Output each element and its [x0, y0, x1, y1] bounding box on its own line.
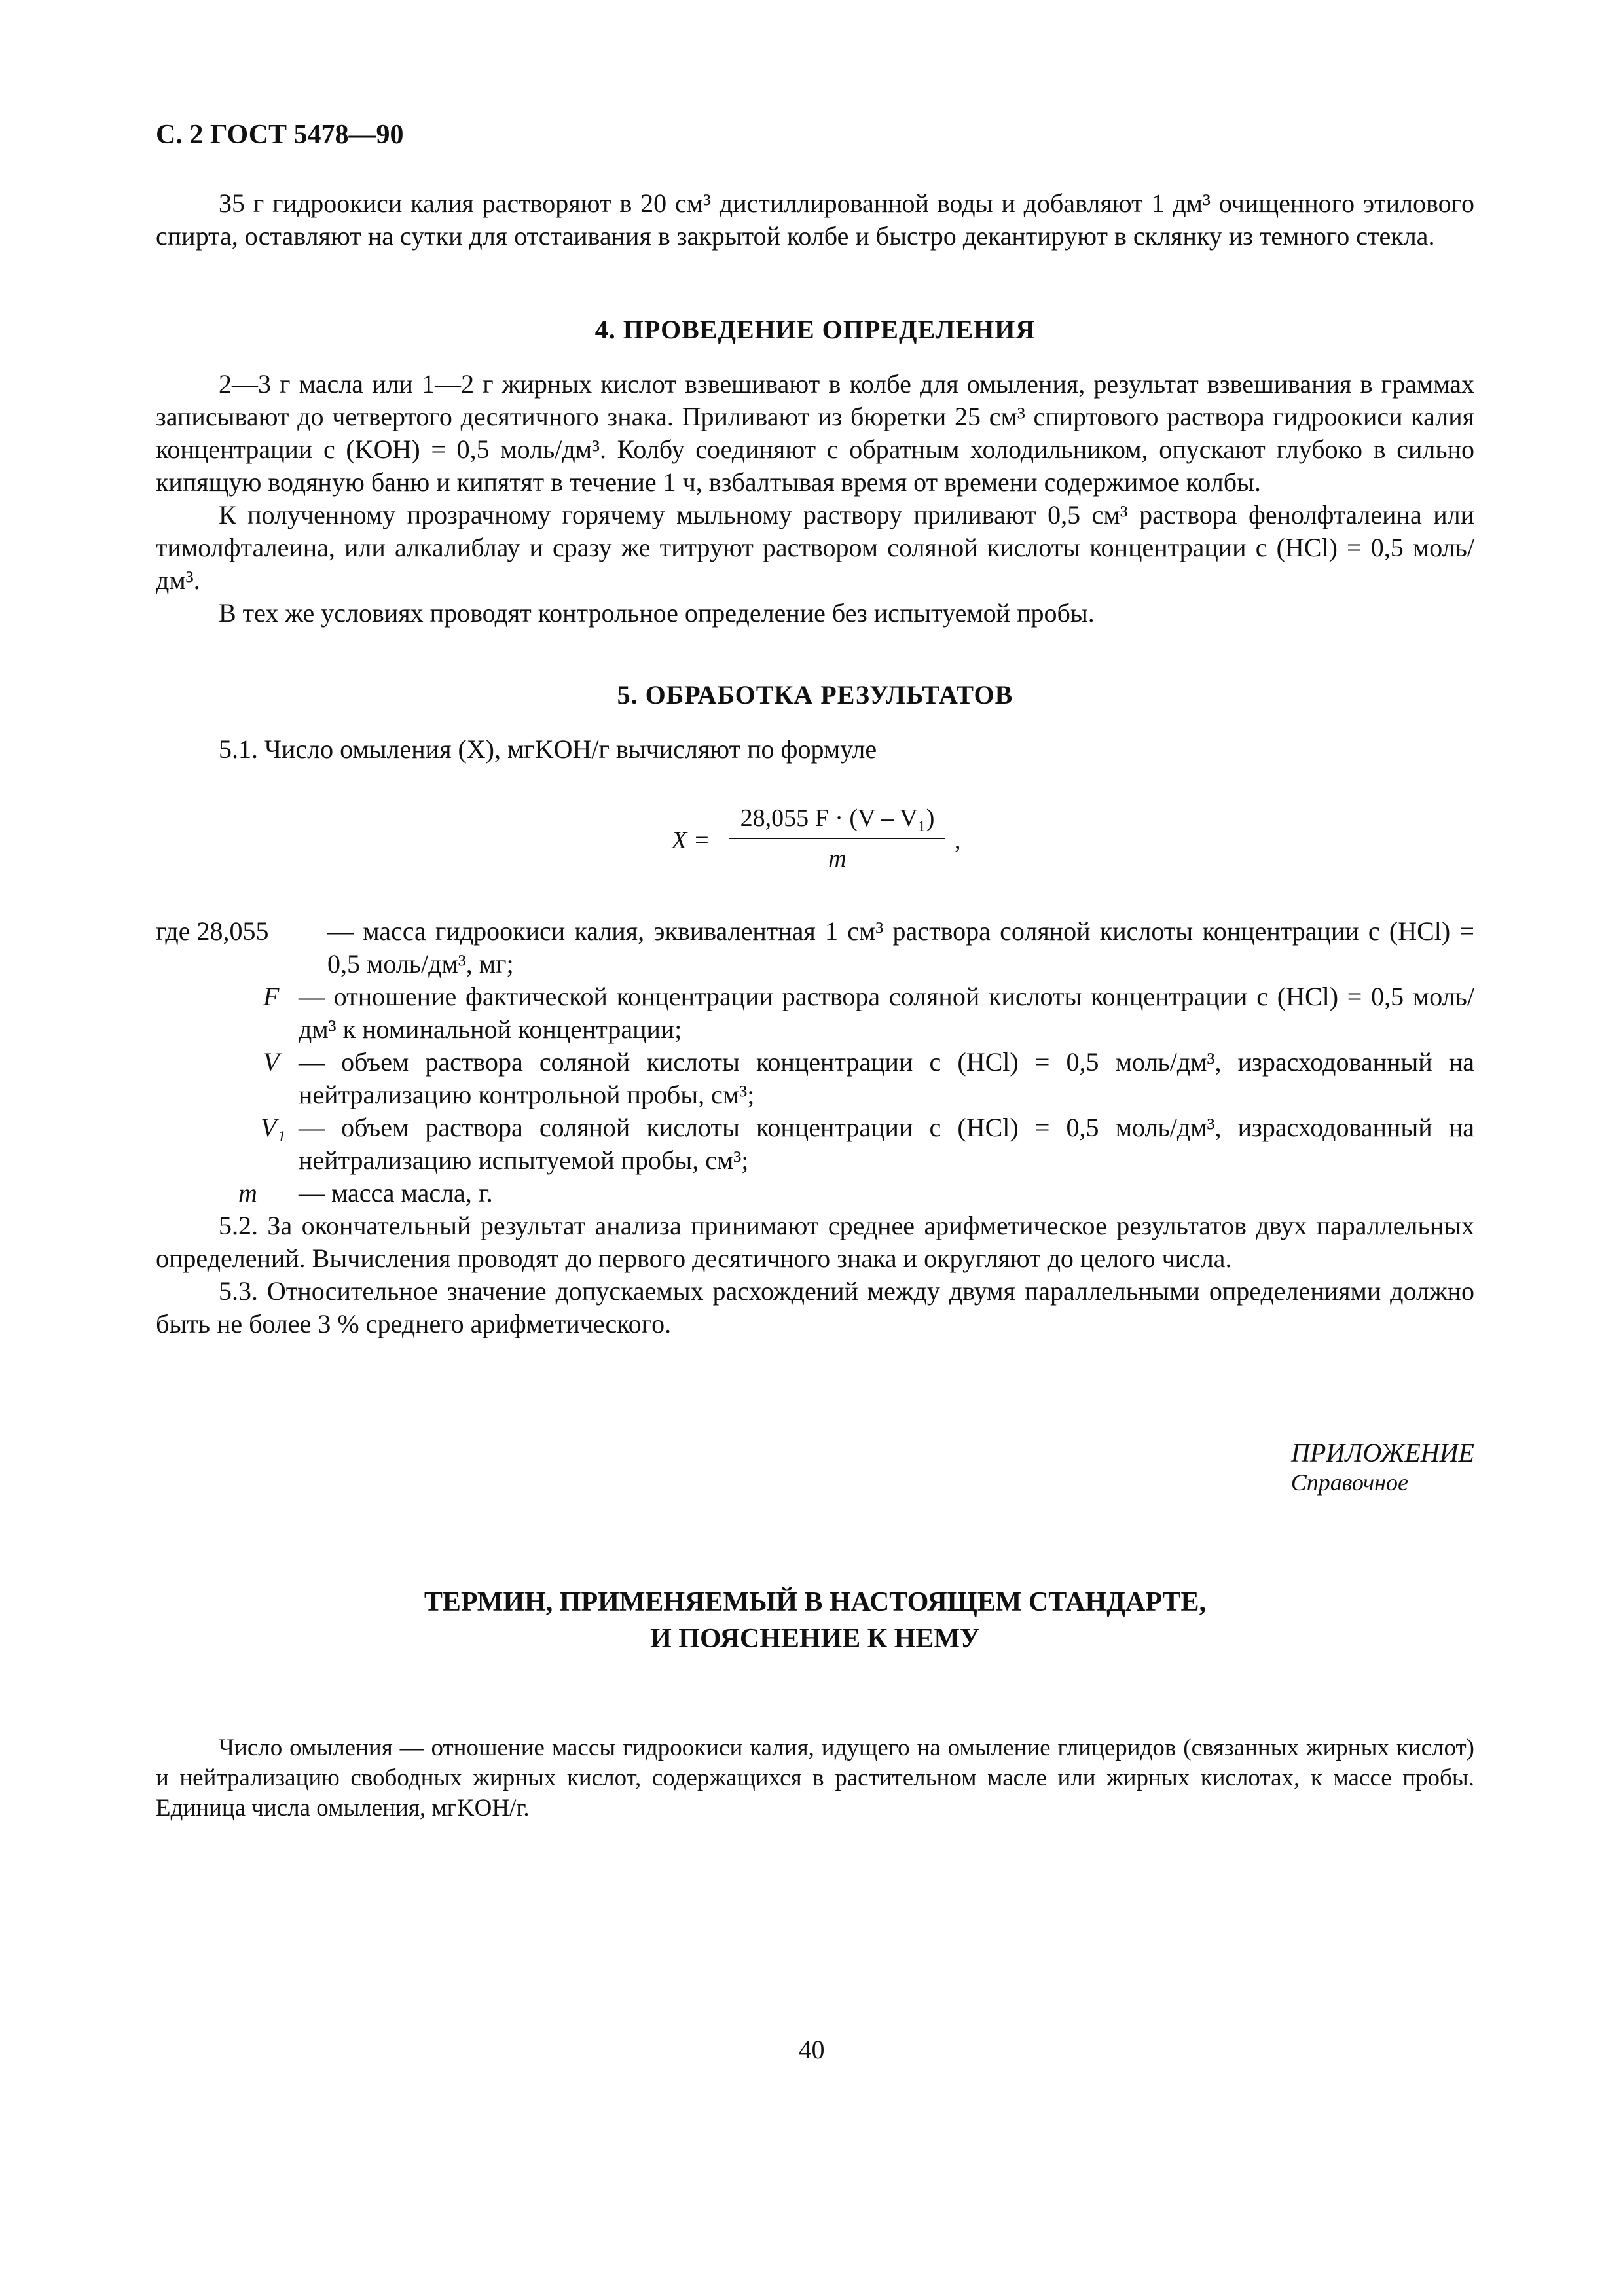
paragraph-5-3: 5.3. Относительное значение допускаемых расхождений между двумя параллельными определениями должно быть не более 3 % среднего арифметического.	[156, 1276, 1474, 1338]
definition-symbol: m	[238, 1178, 257, 1208]
definition-item	[156, 915, 1474, 980]
term-definition: Число омыления — отношение массы гидроокиси калия, идущего на омыление глицеридов (связанных жирных кислот) и нейтрализацию свободных жирных кислот, содержащихся в растительном масле или жирных кислотах, к массе пробы. Единица числа омыления, мгKOH/г.	[156, 1734, 1474, 1821]
definition-item	[156, 1046, 1474, 1111]
appendix-title-line-1: ТЕРМИН, ПРИМЕНЯЕМЫЙ В НАСТОЯЩЕМ СТАНДАРТЕ,	[424, 1587, 1207, 1617]
definition-symbol: F	[263, 982, 280, 1011]
definition-item	[156, 980, 1474, 1046]
definition-text: — отношение фактической концентрации раствора соляной кислоты концентрации c (HCl) = 0,5 моль/дм³ к номинальной концентрации;	[299, 982, 1474, 1044]
page-header: С. 2 ГОСТ 5478—90	[156, 120, 404, 150]
section-4-body	[156, 368, 1474, 630]
fraction-bar	[729, 838, 945, 839]
section-4-paragraph-1: 2—3 г масла или 1—2 г жирных кислот взвешивают в колбе для омыления, результат взвешивания в граммах записывают до четвертого десятичного знака. Приливают из бюретки 25 см³ спиртового раствора гидроокиси калия концентрации c (KOH) = 0,5 моль/дм³. Колбу соединяют с обратным холодильником, опускают глубоко в сильно кипящую водяную баню и кипятят в течение 1 ч, взбалтывая время от времени содержимое колбы.	[156, 369, 1474, 497]
appendix-sublabel: Справочное	[1290, 1469, 1408, 1496]
definition-symbol: где 28,055	[156, 916, 269, 946]
definition-text: — объем раствора соляной кислоты концентрации c (HCl) = 0,5 моль/дм³, израсходованный на нейтрализацию испытуемой пробы, см³;	[299, 1113, 1474, 1175]
formula-trailing-comma: ,	[955, 827, 961, 854]
section-5-title: 5. ОБРАБОТКА РЕЗУЛЬТАТОВ	[617, 680, 1013, 709]
saponification-formula	[672, 800, 1012, 885]
formula-lhs: X =	[672, 827, 710, 854]
intro-paragraph: 35 г гидроокиси калия растворяют в 20 см³ дистиллированной воды и добавляют 1 дм³ очищенного этилового спирта, оставляют на сутки для отстаивания в закрытой колбе и быстро декантируют в склянку из темного стекла.	[156, 188, 1474, 251]
definition-item	[156, 1111, 1474, 1177]
definition-text: — объем раствора соляной кислоты концентрации c (HCl) = 0,5 моль/дм³, израсходованный на нейтрализацию контрольной пробы, см³;	[299, 1047, 1474, 1109]
section-4-paragraph-2: К полученному прозрачному горячему мыльному раствору приливают 0,5 см³ раствора фенолфталеина или тимолфталеина, или алкалиблау и сразу же титруют раствором соляной кислоты концентрации c (HCl) = 0,5 моль/дм³.	[156, 500, 1474, 595]
section-4-title: 4. ПРОВЕДЕНИЕ ОПРЕДЕЛЕНИЯ	[594, 315, 1036, 344]
paragraph-5-2: 5.2. За окончательный результат анализа принимают среднее арифметическое результатов двух параллельных определений. Вычисления проводят до первого десятичного знака и округляют до целого числа.	[156, 1211, 1474, 1273]
section-4-paragraph-3: В тех же условиях проводят контрольное определение без испытуемой пробы.	[219, 598, 1095, 628]
section-5-intro	[156, 733, 1474, 766]
formula-denominator: m	[828, 845, 847, 872]
paragraph-5-1: 5.1. Число омыления (X), мгKOH/г вычисляют по формуле	[219, 734, 877, 764]
definition-item	[156, 1177, 1474, 1210]
definition-symbol: V	[263, 1047, 280, 1077]
intro-block	[156, 187, 1474, 253]
definition-text: — масса масла, г.	[299, 1178, 493, 1208]
definition-symbol: V₁	[261, 1113, 286, 1142]
formula-numerator: 28,055 F · (V – V₁)	[740, 804, 935, 832]
appendix-label: ПРИЛОЖЕНИЕ	[1291, 1438, 1474, 1467]
page-number: 40	[798, 2035, 825, 2064]
definition-text: — масса гидроокиси калия, эквивалентная 1 см³ раствора соляной кислоты концентрации c (HCl) = 0,5 моль/дм³, мг;	[327, 916, 1474, 978]
formula-definitions	[156, 915, 1474, 1340]
appendix-title-line-2: И ПОЯСНЕНИЕ К НЕМУ	[650, 1624, 980, 1654]
